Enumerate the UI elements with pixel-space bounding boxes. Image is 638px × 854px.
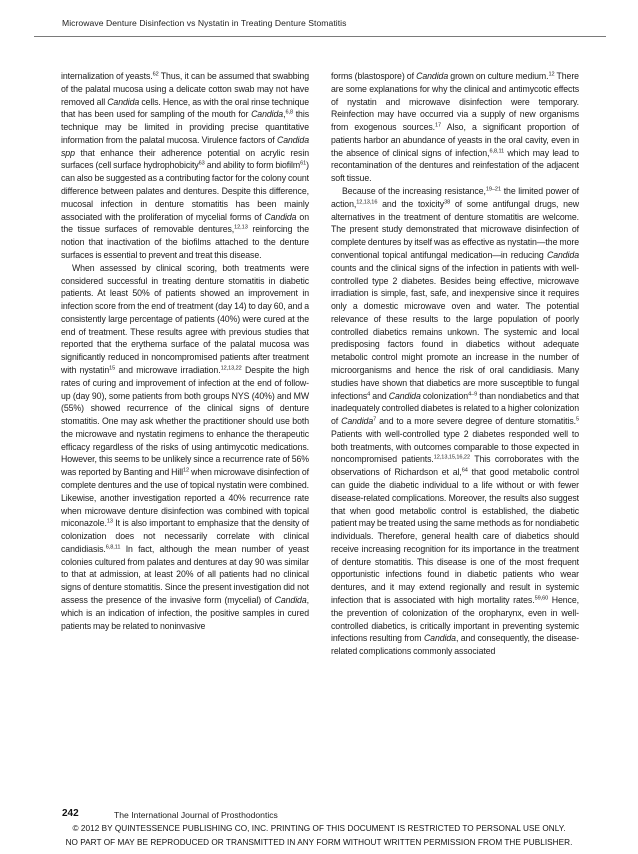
copyright-notice bbox=[2, 822, 636, 849]
header-divider bbox=[34, 36, 606, 37]
paragraph: Because of the increasing resistance,$^{19-21}$ the limited power of action,$^{12,13,16}$ and the toxicity$^{38}$ of some antifungal drugs, new alternatives in the treatment of denture stomatitis are welcome. The present study demonstrated that microwave disinfection of complete dentures by itself was as effective as nystatin—the more conventional topical antifungal medication—in reducing Candida counts and the clinical signs of the infection in patients with well-controlled type 2 diabetes. Besides being effective, microwave irradiation is simple, fast, safe, and inexpensive since it requires only a domestic microwave oven and water. The potential relevance of these results to the large population of poorly controlled diabetics remains unkown. The systemic and local predisposing factors found in diabetics without adequate metabolic control might promote an increase in the number of microorganisms and hence the risk of oral candidiasis. Many studies have shown that diabetics are more susceptible to fungal infections$^4$ and Candida colonization$^{4-9}$ than nondiabetics and that inadequately controlled diabetes is related to a higher colonization of Candida$^7$ and to a more severe degree of denture stomatitis.$^5$ Patients with well-controlled type 2 diabetes responded well to both treatments, with outcomes comparable to those expected in noncompromised patients.$^{12,13,15,16,22}$ This corroborates with the observations of Richardson et al,$^{64}$ that good metabolic control can guide the diabetic individual to a life without or with fewer disease-related complications. Moreover, the results also suggest that when good metabolic control is established, the diabetic patient may be treated using the same methods as for nondiabetic individuals. Therefore, general health care of diabetics should receive increasing recognition for its importance in the treatment of denture stomatitis. This disease is one of the most frequent opportunistic infections found in diabetic patients who wear dentures, and it may extend regionally and result in systemic infection that is associated with high mortality rates.$^{59,60}$ Hence, the prevention of colonization of the oropharynx, even in well-controlled diabetics, is critically important in preventing systemic infections resulting from Candida, and consequently, the disease-related complications commonly associated bbox=[331, 186, 580, 657]
paragraph: forms (blastospore) of Candida grown on culture medium.$^{12}$ There are some explanations for why the clinical and antimycotic effects of nystatin and microwave disinfection were temporary. Reinfection may have occurred via a supply of new organisms from exogenous sources.$^{17}$ Also, a significant proportion of patients harbor an abundance of yeasts in the oral cavity, even in the absence of clinical signs of infection,$^{6,8,11}$ which may lead to recontamination of the dentures and reinfestation of the adjacent soft tissue. bbox=[331, 71, 579, 184]
left-text-column bbox=[61, 70, 309, 632]
copyright-line: © 2012 BY QUINTESSENCE PUBLISHING CO, INC. PRINTING OF THIS DOCUMENT IS RESTRICTED TO PERSONAL USE ONLY. bbox=[72, 824, 566, 833]
paragraph: When assessed by clinical scoring, both treatments were considered successful in treating denture stomatitis in diabetic patients. At least 50% of patients showed an improvement in infection score from the end of treatment (day 14) to day 60, and a consistently large percentage of patients (40%) were cured at the end of treatment. These results agree with previous studies that reported that the erythema surface of the palatal mucosa was significantly reduced in noncompromised patients after treatment with nystatin$^{15}$ and microwave irradiation.$^{12,13,22}$ Despite the high rates of curing and improvement of infection at the end of follow-up (day 90), some patients from both groups NYS (40%) and MW (55%) showed recurrence of the clinical signs of denture stomatitis. One may ask whether the practitioner should use both the microwave and nystatin regimens to enhance the therapeutic efficacy regardless of the risks of using antimycotic medications. However, this seems to be unlikely since a recurrence rate of 56% was reported by Banting and Hill$^{12}$ when microwave disinfection of complete dentures and the use of topical nystatin were combined. Likewise, another investigation reported a 40% recurrence rate when microwave denture disinfection was combined with topical miconazole.$^{13}$ It is also important to emphasize that the density of colonization does not necessarily correlate with clinical candidiasis.$^{6,8,11}$ In fact, although the mean number of yeast colonies cultured from palates and dentures at day 90 was similar to that at admission, at least 20% of all patients had no clinical signs of denture stomatitis. Since the present investigation did not assess the presence of the invasive form (mycelial) of Candida, which is an indication of infection, the positive samples in cured patients may be related to noninvasive bbox=[61, 262, 310, 631]
right-text-column bbox=[331, 70, 579, 658]
page-number: 242 bbox=[62, 808, 79, 819]
paragraph: internalization of yeasts.$^{62}$ Thus, it can be assumed that swabbing of the palatal mucosa using a delicate cotton swab may not have removed all Candida cells. Hence, as with the oral rinse technique that has been used for sampling of the mouth for Candida,$^{6,8}$ this technique may be limited in providing precise quantitative information from the palatal mucosa. Virulence factors of Candida spp that enhance their adherence potential on acrylic resin surfaces (cell surface hydrophobicity$^{63}$ and ability to form biofilm$^{61}$) can also be suggested as a contributing factor for the colony count difference between palates and dentures. Despite this difference, mucosal infection in denture stomatitis has been mainly associated with the proliferation of mycelial forms of Candida on the tissue surfaces of removable dentures,$^{12,13}$ reinforcing the notion that inactivation of the biofilms attached to the denture surfaces is essential to prevent and treat this disease. bbox=[61, 71, 310, 260]
journal-name: The International Journal of Prosthodontics bbox=[114, 810, 278, 820]
copyright-line: NO PART OF MAY BE REPRODUCED OR TRANSMITTED IN ANY FORM WITHOUT WRITTEN PERMISSION FROM THE PUBLISHER. bbox=[65, 837, 573, 847]
running-header: Microwave Denture Disinfection vs Nystatin in Treating Denture Stomatitis bbox=[62, 18, 347, 28]
